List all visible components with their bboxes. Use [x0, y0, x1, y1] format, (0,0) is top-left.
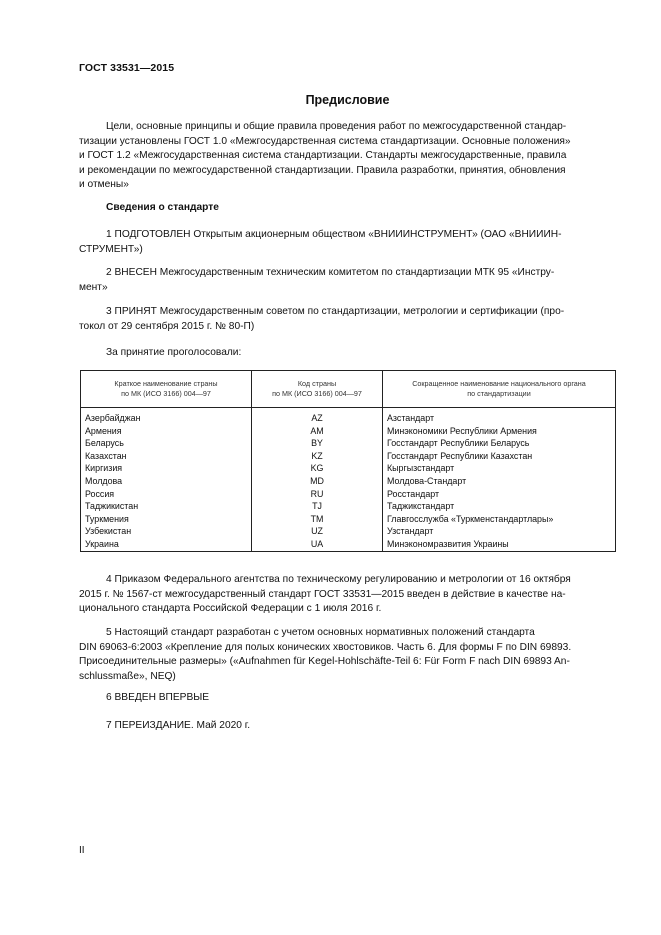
table-row [81, 450, 616, 463]
code-cell: AM [252, 425, 383, 438]
country-cell: Беларусь [81, 437, 252, 450]
body-cell: Госстандарт Республики Казахстан [383, 450, 616, 463]
member-states-table-wrapper [80, 370, 615, 563]
country-cell: Россия [81, 488, 252, 501]
table-row [81, 500, 616, 513]
code-cell: AZ [252, 408, 383, 425]
text-line: schlussmaße», NEQ) [79, 670, 176, 682]
text-line: и ГОСТ 1.2 «Межгосударственная система стандартизации. Стандарты межгосударственные, правила [79, 150, 567, 161]
text-line: и рекомендации по межгосударственной стандартизации. Правила разработки, принятия, обновления [79, 164, 566, 176]
country-cell: Туркмения [81, 513, 252, 526]
header-line: Сокращенное наименование национального органа [412, 378, 586, 388]
header-line: Краткое наименование страны [114, 378, 218, 388]
section-heading: Сведения о стандарте [106, 202, 219, 213]
text-line: токол от 29 сентября 2015 г. № 80-П) [79, 320, 255, 332]
code-cell: KZ [252, 450, 383, 463]
document-code: ГОСТ 33531—2015 [79, 62, 175, 74]
text-line: 3 ПРИНЯТ Межгосударственным советом по стандартизации, метрологии и сертификации (про- [106, 306, 565, 317]
text-line: СТРУМЕНТ») [79, 243, 143, 255]
table-row [81, 513, 616, 526]
text-line: тизации установлены ГОСТ 1.0 «Межгосударственная система стандартизации. Основные положения» [79, 135, 571, 147]
header-line: по стандартизации [467, 389, 531, 398]
table-row [81, 475, 616, 488]
body-cell: Таджикстандарт [383, 500, 616, 513]
text-line: 4 Приказом Федерального агентства по техническому регулированию и метрологии от 16 октября [106, 574, 571, 585]
table-header-row [81, 371, 616, 408]
item-6-text: 6 ВВЕДЕН ВПЕРВЫЕ [106, 692, 210, 703]
table-row [81, 525, 616, 538]
text-line: 5 Настоящий стандарт разработан с учетом основных нормативных положений стандарта [106, 627, 535, 638]
country-cell: Азербайджан [81, 408, 252, 425]
text-line: 2015 г. № 1567-ст межгосударственный стандарт ГОСТ 33531—2015 введен в действие в качестве на- [79, 588, 566, 600]
country-cell: Молдова [81, 475, 252, 488]
text-line: 2 ВНЕСЕН Межгосударственным техническим комитетом по стандартизации МТК 95 «Инстру- [106, 267, 555, 278]
vote-intro: За принятие проголосовали: [106, 347, 242, 358]
country-cell: Узбекистан [81, 525, 252, 538]
body-cell: Молдова-Стандарт [383, 475, 616, 488]
text-line: Цели, основные принципы и общие правила проведения работ по межгосударственной стандар- [106, 121, 567, 132]
body-cell: Росстандарт [383, 488, 616, 501]
code-cell: UZ [252, 525, 383, 538]
code-cell: KG [252, 462, 383, 475]
item-5-paragraph [79, 626, 615, 684]
code-cell: TJ [252, 500, 383, 513]
page-number: II [79, 845, 85, 856]
country-cell: Украина [81, 538, 252, 551]
text-line: 1 ПОДГОТОВЛЕН Открытым акционерным обществом «ВНИИИНСТРУМЕНТ» (ОАО «ВНИИИН- [106, 229, 562, 240]
body-cell: Госстандарт Республики Беларусь [383, 437, 616, 450]
table-row [81, 462, 616, 475]
text-line: Присоединительные размеры» («Aufnahmen für Kegel-Hohlschäfte-Teil 6: Für Form F nach DIN 69893 An- [79, 656, 570, 667]
item-2-paragraph [79, 266, 615, 295]
body-cell: Минэкономразвития Украины [383, 538, 616, 551]
column-header-code [252, 371, 383, 408]
page-title: Предисловие [305, 93, 390, 107]
text-line: ционального стандарта Российской Федерации с 1 июля 2016 г. [79, 603, 382, 614]
header-line: по МК (ИСО 3166) 004—97 [272, 389, 362, 398]
country-cell: Таджикистан [81, 500, 252, 513]
country-cell: Армения [81, 425, 252, 438]
body-cell: Главгосслужба «Туркменстандартлары» [383, 513, 616, 526]
country-cell: Киргизия [81, 462, 252, 475]
body-cell: Азстандарт [383, 408, 616, 425]
table-row [81, 488, 616, 501]
intro-paragraph [79, 120, 615, 193]
item-1-paragraph [79, 228, 615, 257]
column-header-country [81, 371, 252, 408]
header-line: Код страны [297, 378, 337, 388]
text-line: мент» [79, 281, 108, 293]
code-cell: MD [252, 475, 383, 488]
header-line: по МК (ИСО 3166) 004—97 [121, 389, 211, 398]
table-row [81, 425, 616, 438]
item-4-paragraph [79, 573, 615, 617]
code-cell: BY [252, 437, 383, 450]
table-row [81, 408, 616, 425]
code-cell: RU [252, 488, 383, 501]
table-row [81, 538, 616, 551]
body-cell: Кыргызстандарт [383, 462, 616, 475]
body-cell: Узстандарт [383, 525, 616, 538]
code-cell: UA [252, 538, 383, 551]
item-7-text: 7 ПЕРЕИЗДАНИЕ. Май 2020 г. [106, 720, 251, 731]
country-cell: Казахстан [81, 450, 252, 463]
text-line: и отмены» [79, 179, 129, 190]
text-line: DIN 69063-6:2003 «Крепление для полых конических хвостовиков. Часть 6. Для формы F по DIN 69893. [79, 641, 572, 653]
code-cell: TM [252, 513, 383, 526]
table-row [81, 437, 616, 450]
body-cell: Минэкономики Республики Армения [383, 425, 616, 438]
item-3-paragraph [79, 305, 615, 334]
column-header-body [383, 371, 616, 408]
member-states-table [80, 370, 616, 552]
